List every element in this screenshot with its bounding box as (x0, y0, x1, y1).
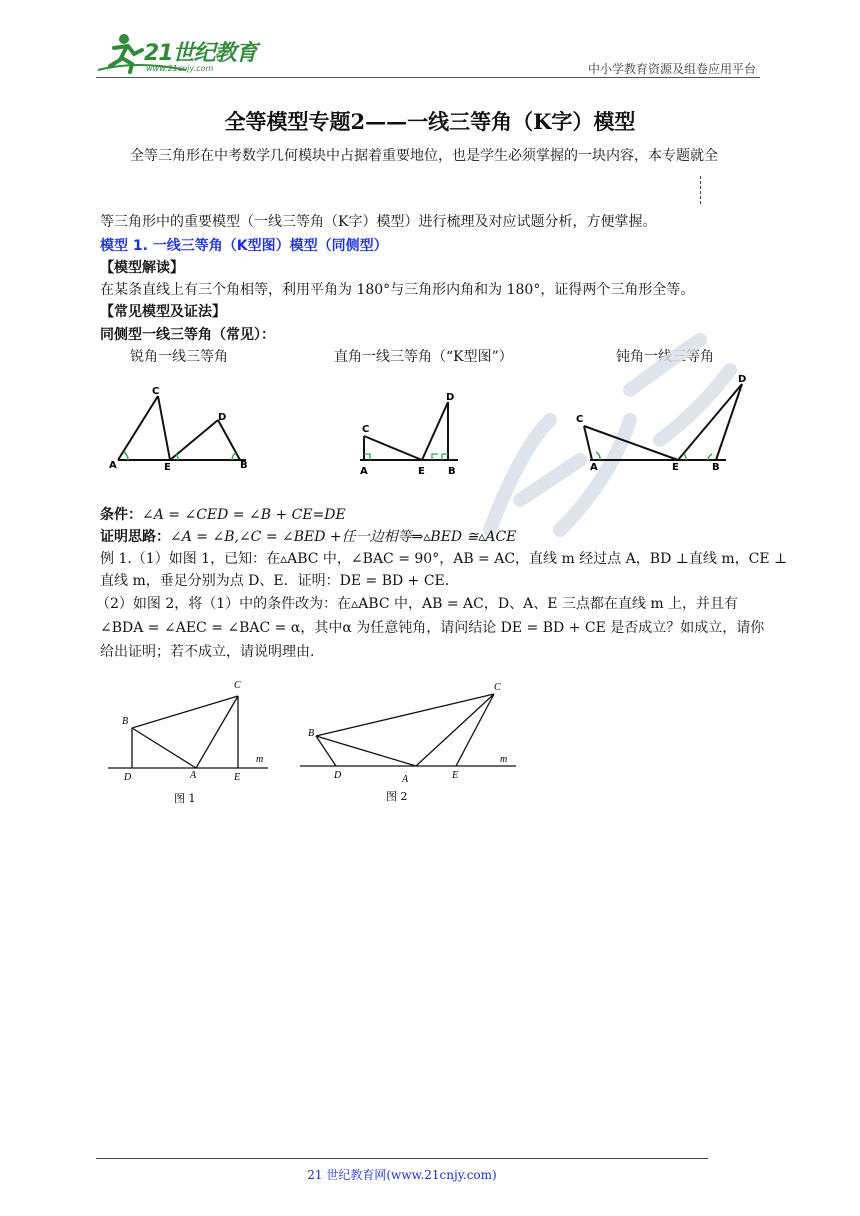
label-B: B (240, 460, 248, 471)
proof-label: 证明思路： (100, 529, 170, 545)
label-A: A (109, 460, 117, 471)
label-B: B (448, 466, 456, 477)
caption-obtuse: 钝角一线三等角 (616, 349, 714, 365)
example1-part1-line2: 直线 m，垂足分别为点 D、E．证明：DE = BD + CE． (100, 573, 459, 589)
label-m: m (500, 754, 508, 765)
example1-part2-line1: （2）如图 2，将（1）中的条件改为：在▵ABC 中，AB = AC，D、A、E 三点都在直线 m 上，并且有 (96, 596, 739, 612)
example1-part2-line3: 给出证明；若不成立，请说明理由. (100, 644, 315, 660)
page-title: 全等模型专题2——一线三等角（K字）模型 (224, 109, 636, 134)
intro-line-1: 全等三角形在中考数学几何模块中占据着重要地位，也是学生必须掌握的一块内容，本专题就全 (130, 148, 718, 164)
condition-text: ∠A = ∠CED = ∠B + CE=DE (142, 507, 346, 523)
label-B: B (712, 462, 720, 473)
same-side-label: 同侧型一线三等角（常见）： (100, 327, 275, 343)
label-E: E (234, 772, 241, 783)
label-D: D (218, 412, 227, 423)
label-C: C (152, 386, 160, 397)
interp-heading: 【模型解读】 (100, 260, 184, 276)
condition-label: 条件： (100, 507, 142, 523)
label-C: C (494, 682, 501, 693)
common-heading: 【常见模型及证法】 (100, 304, 226, 320)
interp-text: 在某条直线上有三个角相等，利用平角为 180°与三角形内角和为 180°，证得两个三角形全等。 (100, 282, 695, 298)
figure-2 (300, 682, 516, 803)
example1-part1-line1: 例 1.（1）如图 1，已知：在▵ABC 中，∠BAC = 90°，AB = AC，直线 m 经过点 A，BD ⊥直线 m，CE ⊥ (100, 551, 788, 567)
label-m: m (256, 754, 264, 765)
label-D: D (446, 392, 455, 403)
example1-part2-line2: ∠BDA = ∠AEC = ∠BAC = α，其中α 为任意钝角，请问结论 DE = BD + CE 是否成立？如成立，请你 (100, 620, 765, 636)
figure-right-angle (360, 392, 458, 477)
figure-1-caption: 图 1 (174, 792, 196, 805)
label-A: A (590, 462, 598, 473)
platform-name: 中小学教育资源及组卷应用平台 (587, 62, 756, 76)
page-header (96, 30, 760, 80)
condition-line (100, 505, 346, 525)
figure-acute (109, 386, 248, 473)
label-D: D (738, 374, 747, 385)
label-E: E (164, 462, 171, 473)
logo-text: 21世纪教育 (144, 41, 257, 66)
label-E: E (672, 462, 679, 473)
figure-1 (108, 680, 268, 805)
label-E: E (452, 770, 459, 781)
example-figures (100, 672, 520, 812)
label-C: C (362, 424, 370, 435)
label-B: B (308, 728, 315, 739)
figure-obtuse (576, 374, 746, 473)
logo-url: www.21cnjy.com (146, 64, 214, 73)
label-A: A (402, 774, 409, 785)
model1-heading: 模型 1. 一线三等角（K型图）模型（同侧型） (100, 238, 388, 254)
proof-text: ∠A = ∠B,∠C = ∠BED +任一边相等⇒▵BED ≅▵ACE (170, 529, 517, 545)
models-figure (100, 370, 760, 480)
text-cursor (700, 176, 701, 204)
header-divider (96, 77, 760, 78)
label-C: C (576, 414, 584, 425)
label-C: C (234, 680, 241, 691)
figure-2-caption: 图 2 (386, 790, 408, 803)
label-A: A (360, 466, 368, 477)
intro-line-2: 等三角形中的重要模型（一线三等角（K字）模型）进行梳理及对应试题分析，方便掌握。 (100, 214, 657, 230)
label-D: D (334, 770, 342, 781)
footer-text: 21 世纪教育网(www.21cnjy.com) (307, 1168, 497, 1182)
label-D: D (124, 772, 132, 783)
caption-acute: 锐角一线三等角 (130, 349, 228, 365)
proof-line (100, 527, 516, 547)
label-B: B (122, 716, 129, 727)
footer-divider (96, 1158, 708, 1159)
label-A: A (190, 770, 197, 781)
label-E: E (418, 466, 425, 477)
caption-right: 直角一线三等角（“K型图”） (334, 349, 513, 365)
